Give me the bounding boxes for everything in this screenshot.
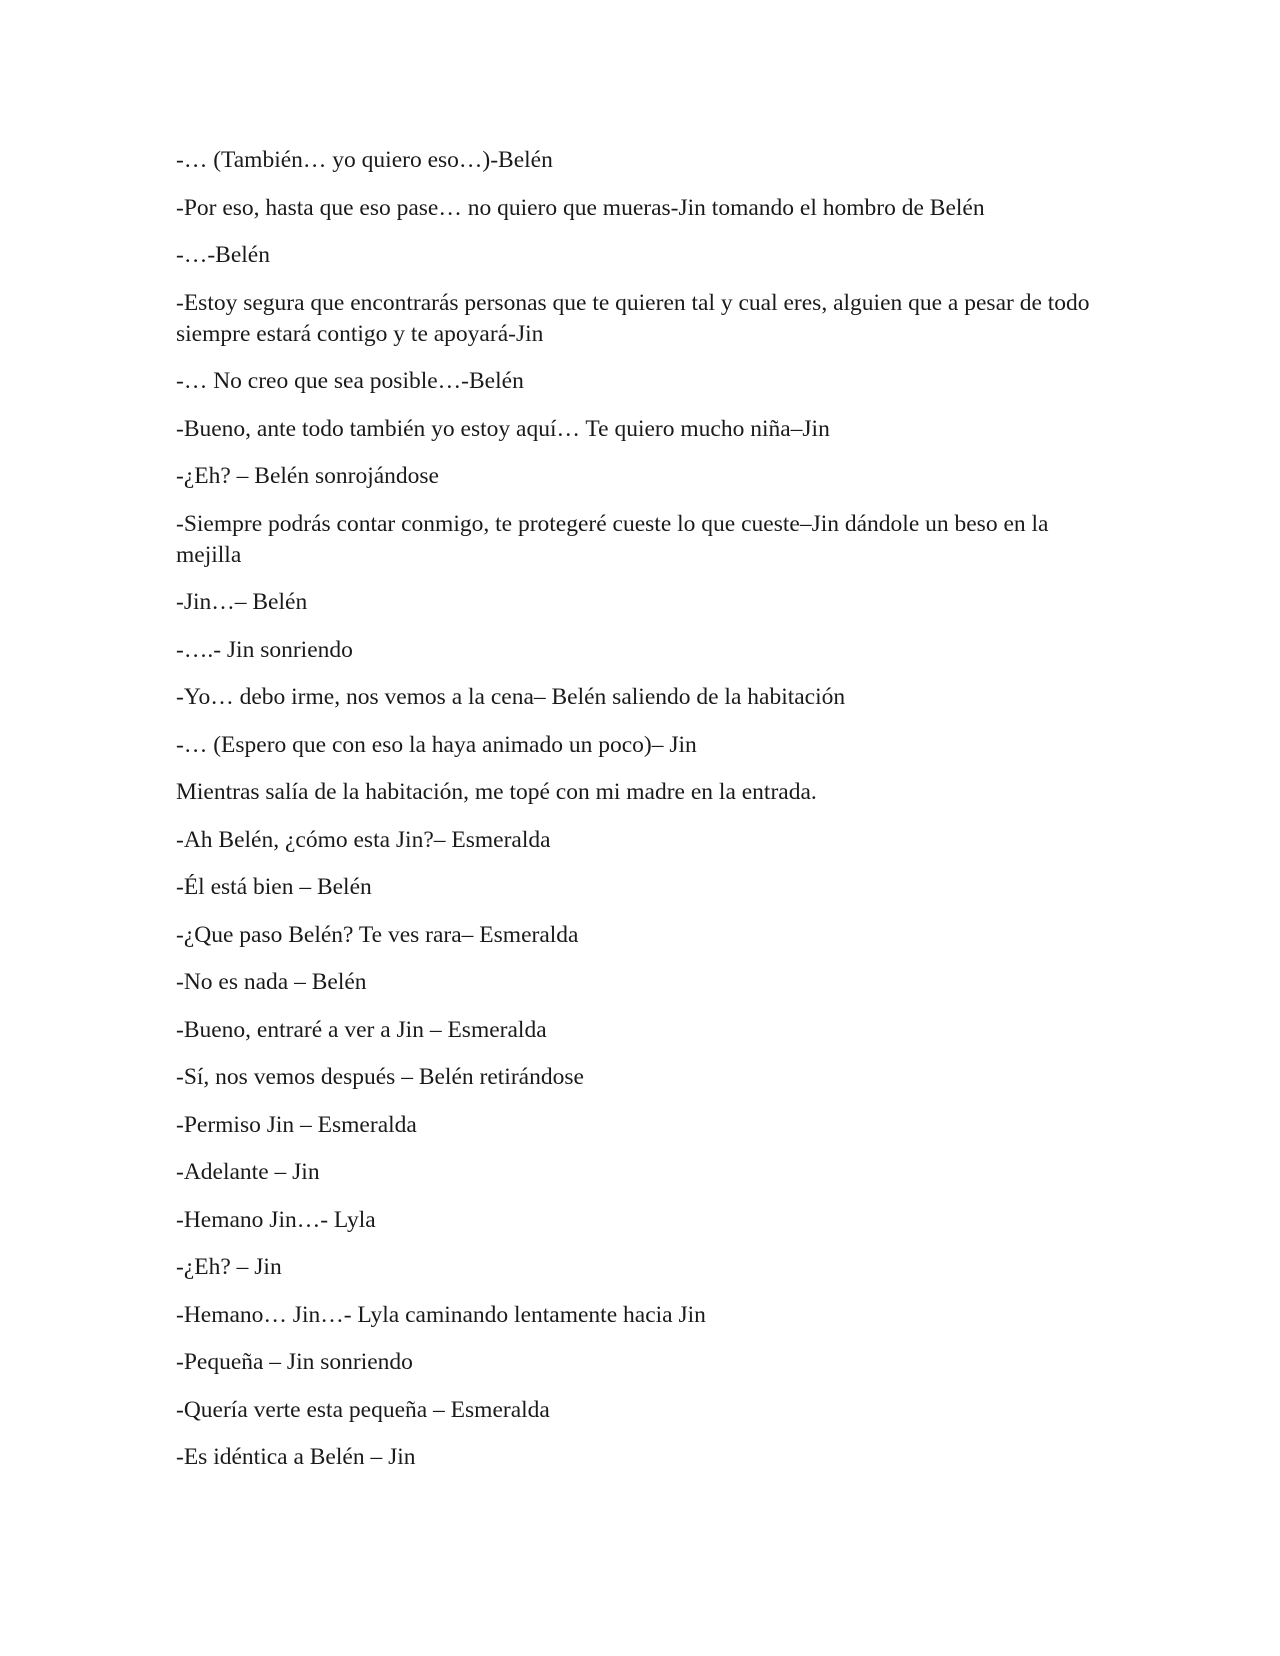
paragraph: -Bueno, ante todo también yo estoy aquí… Te quiero mucho niña–Jin bbox=[176, 415, 830, 442]
paragraph: -¿Eh? – Jin bbox=[176, 1254, 282, 1280]
paragraph: -Jin…– Belén bbox=[176, 589, 308, 615]
paragraph: -Yo… debo irme, nos vemos a la cena– Belén saliendo de la habitación bbox=[176, 684, 846, 710]
paragraph: -…-Belén bbox=[176, 242, 270, 268]
paragraph: -… (Espero que con eso la haya animado un poco)– Jin bbox=[176, 731, 697, 758]
paragraph: -Estoy segura que encontrarás personas que te quieren tal y cual eres, alguien que a pesar de todo siempre estará contigo y te apoyará-Jin bbox=[176, 289, 1090, 347]
paragraph: -No es nada – Belén bbox=[176, 969, 367, 995]
paragraph: -¿Eh? – Belén sonrojándose bbox=[176, 463, 439, 489]
paragraph: -… No creo que sea posible…-Belén bbox=[176, 368, 524, 394]
paragraph: -Bueno, entraré a ver a Jin – Esmeralda bbox=[176, 1016, 547, 1043]
paragraph: -Siempre podrás contar conmigo, te protegeré cueste lo que cueste–Jin dándole un beso en la mejilla bbox=[176, 510, 1049, 568]
paragraph: -Él está bien – Belén bbox=[176, 874, 372, 900]
paragraph: -….- Jin sonriendo bbox=[176, 636, 353, 663]
paragraph: -Hemano… Jin…- Lyla caminando lentamente hacia Jin bbox=[176, 1301, 706, 1328]
paragraph: -Es idéntica a Belén – Jin bbox=[176, 1444, 416, 1470]
paragraph: -Permiso Jin – Esmeralda bbox=[176, 1111, 417, 1138]
paragraph: -Pequeña – Jin sonriendo bbox=[176, 1349, 413, 1375]
paragraph: -Adelante – Jin bbox=[176, 1159, 320, 1185]
paragraph: -Sí, nos vemos después – Belén retirándose bbox=[176, 1064, 584, 1090]
paragraph: -… (También… yo quiero eso…)-Belén bbox=[176, 147, 553, 173]
document-body bbox=[176, 145, 1091, 1490]
paragraph: -¿Que paso Belén? Te ves rara– Esmeralda bbox=[176, 921, 579, 948]
paragraph: Mientras salía de la habitación, me topé con mi madre en la entrada. bbox=[176, 779, 817, 805]
paragraph: -Quería verte esta pequeña – Esmeralda bbox=[176, 1396, 550, 1423]
paragraph: -Hemano Jin…- Lyla bbox=[176, 1206, 376, 1233]
paragraph: -Ah Belén, ¿cómo esta Jin?– Esmeralda bbox=[176, 826, 551, 853]
paragraph: -Por eso, hasta que eso pase… no quiero que mueras-Jin tomando el hombro de Belén bbox=[176, 194, 985, 221]
